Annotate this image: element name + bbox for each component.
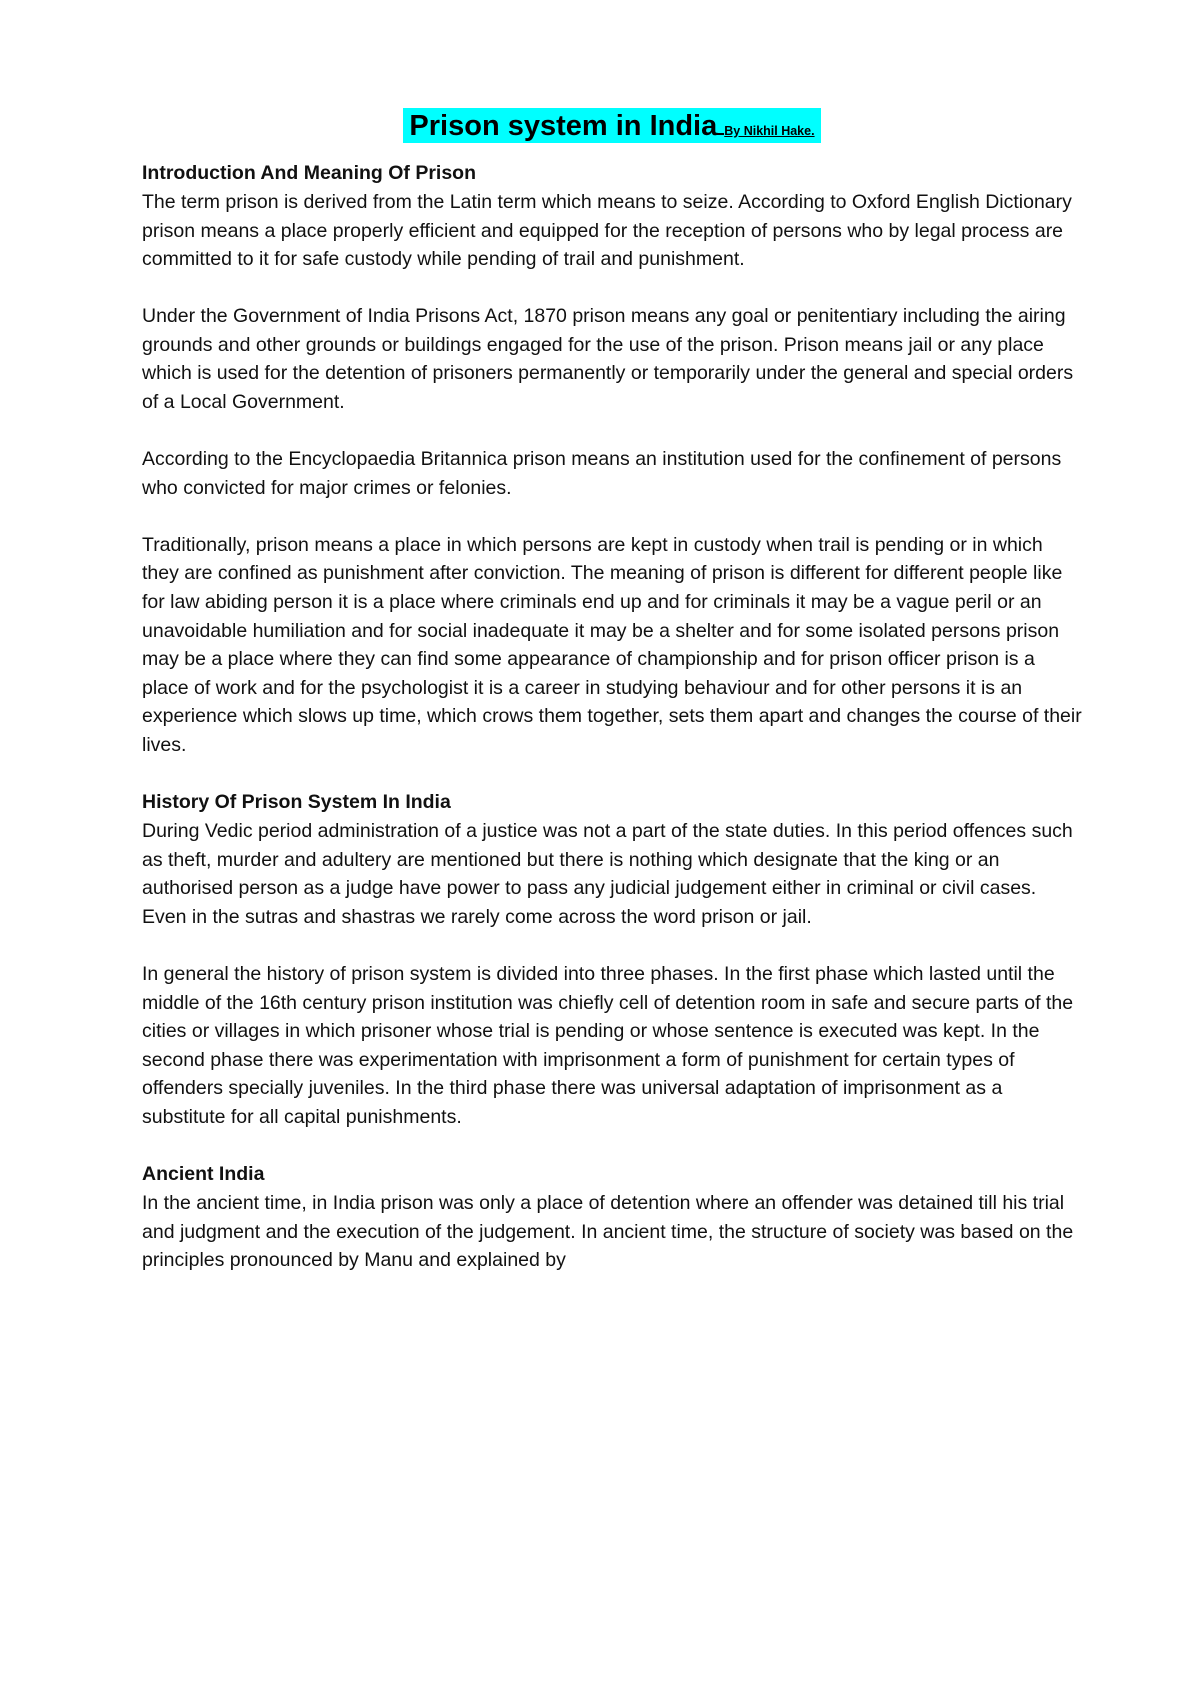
document-author: By Nikhil Hake. xyxy=(724,124,815,138)
title-highlight xyxy=(403,108,820,143)
section-heading-history: History Of Prison System In India xyxy=(142,791,451,814)
paragraph: During Vedic period administration of a justice was not a part of the state duties. In this period offences such as theft, murder and adultery are mentioned but there is nothing which designate that the king or an authorised person as a judge have power to pass any judicial judgement either in criminal or civil cases. Even in the sutras and shastras we rarely come across the word prison or jail. xyxy=(142,820,1073,928)
paragraph: Traditionally, prison means a place in which persons are kept in custody when trail is pending or in which they are confined as punishment after conviction. The meaning of prison is different for different people like for law abiding person it is a place where criminals end up and for criminals it may be a vague peril or an unavoidable humiliation and for social inadequate it may be a shelter and for some isolated persons prison may be a place where they can find some appearance of championship and for prison officer prison is a place of work and for the psychologist it is a career in studying behaviour and for other persons it is an experience which slows up time, which crows them together, sets them apart and changes the course of their lives. xyxy=(142,533,1082,756)
document-body xyxy=(142,108,1082,1275)
paragraph: According to the Encyclopaedia Britannica prison means an institution used for the confinement of persons who convicted for major crimes or felonies. xyxy=(142,448,1062,499)
paragraph: In the ancient time, in India prison was only a place of detention where an offender was detained till his trial and judgment and the execution of the judgement. In ancient time, the structure of society was based on the principles pronounced by Manu and explained by xyxy=(142,1192,1074,1272)
section-heading-ancient-india: Ancient India xyxy=(142,1163,265,1186)
paragraph: Under the Government of India Prisons Act, 1870 prison means any goal or penitentiary including the airing grounds and other grounds or buildings engaged for the use of the prison. Prison means jail or any place which is used for the detention of prisoners permanently or temporarily under the general and special orders of a Local Government. xyxy=(142,305,1074,414)
paragraph: In general the history of prison system is divided into three phases. In the first phase which lasted until the middle of the 16th century prison institution was chiefly cell of detention room in safe and secure parts of the cities or villages in which prisoner whose trial is pending or whose sentence is executed was kept. In the second phase there was experimentation with imprisonment a form of punishment for certain types of offenders specially juveniles. In the third phase there was universal adaptation of imprisonment as a substitute for all capital punishments. xyxy=(142,962,1074,1128)
section-heading-introduction: Introduction And Meaning Of Prison xyxy=(142,162,477,184)
title-block xyxy=(142,108,1082,143)
document-title: Prison system in India xyxy=(409,110,718,142)
paragraph: The term prison is derived from the Latin term which means to seize. According to Oxford English Dictionary prison means a place properly efficient and equipped for the reception of persons who by legal process are committed to it for safe custody while pending of trail and punishment. xyxy=(142,191,1072,271)
